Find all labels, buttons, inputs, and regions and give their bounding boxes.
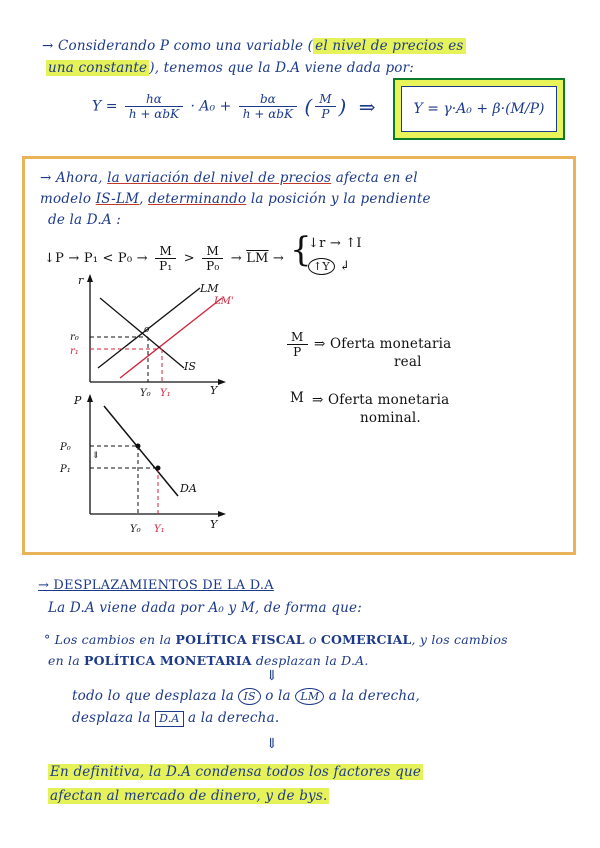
formula-a0: · A₀ + (190, 98, 232, 115)
is-label: IS (184, 360, 196, 373)
da-x-axis-label: Y (210, 518, 218, 531)
box-line-2: modelo IS-LM, determinando la posición y la pendiente (40, 191, 431, 207)
shifts-line-3: en la POLÍTICA MONETARIA desplazan la D.A. (48, 653, 369, 668)
shifts-line-2: ° Los cambios en la POLÍTICA FISCAL o COMERCIAL, y los cambios (44, 632, 508, 647)
label-nominal-money: M ⇒ Oferta monetaria nominal. (290, 390, 450, 426)
shifts-heading: → DESPLAZAMIENTOS DE LA D.A (38, 578, 274, 593)
y0-label: Y₀ (140, 388, 151, 399)
formula-y: Y = (92, 98, 118, 115)
intro-line-1 (42, 38, 466, 54)
da-y0-label: Y₀ (130, 524, 141, 535)
da-formula: Y = $\frac{h\alpha}{\text{h + αbK}}$ · A₀ + $\frac{b\alpha}{\text{h + αbK}}$ ( $\frac{M}{P}$ ) ⇒ (92, 92, 376, 121)
label-real-money: $\frac{M}{P}$ ⇒ Oferta monetaria real (284, 330, 311, 359)
r1-label: r₁ (70, 346, 79, 357)
svg-text:⇓: ⇓ (92, 451, 100, 461)
conclusion-line-2: afectan al mercado de dinero, y de bys. (50, 788, 328, 804)
notes-page: → Considerando P como una variable ( el nivel de precios es una constante ), tenemos que la D.A viene dada por: Y = $\frac{h\alpha}{\text{h + αbK}}$ · A₀ + $\frac{b\alpha}{\text{h + αbK}}$ ( $\frac{M}{P}$ ) ⇒ Y = γ·A₀ + β·(M/P) → Ahora, la variación del nivel de precios afecta en el modelo IS-LM, determinando la posición y la pendiente de la D.A : ↓P → P₁ < P₀ → $\frac{M}{\text{P₁}}$ > $\frac{M}{\text{P₀}}$ → $\overline{LM}$ → { ↓r → ↑I ↑Y ↲ $\frac{M}{P}$ ⇒ Oferta monetaria real M ⇒ Oferta monetaria nominal. r Y LM LM' IS r₀ r₁ Y₀ Y₁ o P Y DA ⇓ P₀ P₁ Y₀ Y₁ → DESPLAZAMIENTOS DE LA D.A La D.A viene dada por A₀ y M, de forma que: ° Los cambios en la POLÍTICA FISCAL o COMERCIAL, y los cambios en la POLÍTICA MONETARIA desplazan la D.A. ⇓ todo lo que desplaza la IS o la LM a la derecha, desplaza la D.A a la derecha. ⇓ En definitiva, la D.A condensa todos los factores que afectan al mercado de dinero, y de bys. (0, 0, 600, 848)
lm-label: LM (200, 282, 219, 295)
p1-label: P₁ (60, 464, 71, 475)
equilibrium-point-label: o (144, 325, 150, 335)
intro-highlight-2: una constante (48, 60, 148, 76)
formula-mp: $\frac{M}{P}$ (315, 92, 335, 121)
intro-line-2 (46, 60, 414, 76)
intro-var: P (159, 38, 170, 54)
islm-x-axis-label: Y (210, 384, 218, 397)
causal-chain: ↓P → P₁ < P₀ → $\frac{M}{\text{P₁}}$ > $\frac{M}{\text{P₀}}$ → $\overline{LM}$ → (44, 244, 285, 273)
implies-arrow: ⇒ (358, 94, 376, 119)
da-label: DA (180, 482, 197, 495)
box-line-3: de la D.A : (48, 212, 122, 228)
shifts-line-5: desplaza la D.A a la derecha. (72, 710, 280, 726)
intro-text-rest: ), tenemos que la D.A viene dada por: (149, 60, 415, 76)
da-y1-label: Y₁ (154, 524, 165, 535)
formula-frac-2: $\frac{b\alpha}{\text{h + αbK}}$ (239, 92, 297, 121)
boxed-formula (393, 78, 565, 140)
islm-graph (50, 270, 250, 400)
da-graph (50, 392, 250, 540)
da-y-axis-label: P (74, 394, 82, 407)
lm1-label: LM' (214, 296, 234, 307)
intro-highlight-1: el nivel de precios es (315, 38, 464, 54)
intro-text: → Considerando (42, 38, 160, 54)
intro-text-mid: como una variable ( (169, 38, 314, 54)
boxed-formula-text: Y = γ·A₀ + β·(M/P) (401, 86, 557, 132)
is-curve (100, 298, 184, 368)
y1-label: Y₁ (160, 388, 171, 399)
islm-y-axis-label: r (78, 274, 84, 287)
da-curve (104, 406, 178, 496)
shifts-line-1: La D.A viene dada por A₀ y M, de forma que: (48, 600, 362, 616)
conclusion-line-1: En definitiva, la D.A condensa todos los factores que (50, 764, 422, 780)
shifts-arrow-1: ⇓ (266, 668, 278, 684)
formula-frac-1: $\frac{h\alpha}{\text{h + αbK}}$ (125, 92, 183, 121)
p0-label: P₀ (60, 442, 71, 453)
shifts-line-4: todo lo que desplaza la IS o la LM a la derecha, (72, 688, 421, 704)
box-underlined-1: la variación del nivel de precios (107, 170, 332, 186)
shifts-arrow-2: ⇓ (266, 736, 278, 752)
box-line-1: → Ahora, la variación del nivel de precios afecta en el (40, 170, 418, 186)
r0-label: r₀ (70, 332, 79, 343)
